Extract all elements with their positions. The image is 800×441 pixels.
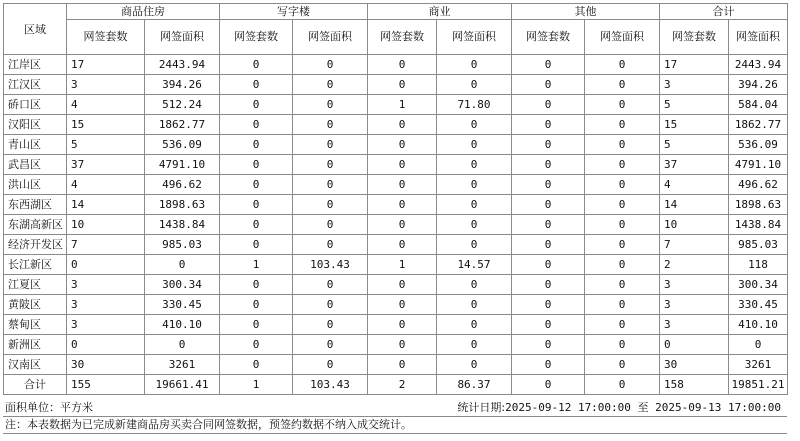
area-cell: 0 <box>729 335 788 355</box>
district-name: 硚口区 <box>4 95 67 115</box>
area-cell: 19661.41 <box>145 375 220 395</box>
area-cell: 3261 <box>145 355 220 375</box>
area-cell: 0 <box>585 75 660 95</box>
table-row <box>4 335 788 355</box>
area-cell: 536.09 <box>145 135 220 155</box>
area-cell: 0 <box>293 195 368 215</box>
area-cell: 0 <box>585 135 660 155</box>
count-cell: 10 <box>67 215 145 235</box>
count-cell: 0 <box>220 315 293 335</box>
count-cell: 3 <box>67 295 145 315</box>
table-row <box>4 355 788 375</box>
area-cell: 0 <box>293 75 368 95</box>
group-header: 商品住房 <box>67 4 220 20</box>
count-cell: 1 <box>368 95 437 115</box>
area-cell: 118 <box>729 255 788 275</box>
group-header: 写字楼 <box>220 4 368 20</box>
count-subheader: 网签套数 <box>512 20 585 55</box>
area-cell: 103.43 <box>293 255 368 275</box>
area-cell: 0 <box>437 315 512 335</box>
table-row <box>4 275 788 295</box>
count-cell: 3 <box>660 295 729 315</box>
area-cell: 0 <box>437 75 512 95</box>
count-cell: 0 <box>512 275 585 295</box>
count-cell: 0 <box>512 235 585 255</box>
count-cell: 0 <box>368 115 437 135</box>
area-cell: 4791.10 <box>145 155 220 175</box>
count-cell: 4 <box>660 175 729 195</box>
area-cell: 0 <box>293 155 368 175</box>
group-header: 合计 <box>660 4 788 20</box>
area-cell: 2443.94 <box>729 55 788 75</box>
table-row <box>4 115 788 135</box>
area-cell: 0 <box>437 355 512 375</box>
district-name: 东西湖区 <box>4 195 67 215</box>
count-cell: 4 <box>67 95 145 115</box>
district-header: 区域 <box>4 4 67 55</box>
count-cell: 0 <box>512 335 585 355</box>
area-cell: 0 <box>437 175 512 195</box>
count-cell: 0 <box>512 55 585 75</box>
count-cell: 0 <box>220 135 293 155</box>
area-cell: 1898.63 <box>729 195 788 215</box>
area-cell: 0 <box>437 335 512 355</box>
count-cell: 0 <box>220 175 293 195</box>
area-cell: 0 <box>585 255 660 275</box>
count-subheader: 网签套数 <box>67 20 145 55</box>
count-cell: 0 <box>512 355 585 375</box>
area-cell: 71.80 <box>437 95 512 115</box>
area-cell: 1438.84 <box>145 215 220 235</box>
count-cell: 3 <box>660 315 729 335</box>
area-cell: 0 <box>293 275 368 295</box>
count-cell: 0 <box>512 255 585 275</box>
count-subheader: 网签套数 <box>368 20 437 55</box>
count-cell: 1 <box>368 255 437 275</box>
area-cell: 584.04 <box>729 95 788 115</box>
area-cell: 19851.21 <box>729 375 788 395</box>
area-cell: 0 <box>585 175 660 195</box>
area-cell: 0 <box>437 235 512 255</box>
area-cell: 1862.77 <box>729 115 788 135</box>
area-cell: 0 <box>293 315 368 335</box>
statistics-period <box>457 400 781 416</box>
count-cell: 0 <box>220 355 293 375</box>
count-cell: 7 <box>67 235 145 255</box>
count-cell: 3 <box>67 75 145 95</box>
area-cell: 0 <box>585 355 660 375</box>
count-cell: 0 <box>368 315 437 335</box>
count-cell: 30 <box>660 355 729 375</box>
area-cell: 0 <box>437 275 512 295</box>
area-cell: 0 <box>585 55 660 75</box>
count-cell: 0 <box>220 75 293 95</box>
district-name: 经济开发区 <box>4 235 67 255</box>
count-cell: 0 <box>368 295 437 315</box>
area-cell: 985.03 <box>729 235 788 255</box>
area-cell: 1898.63 <box>145 195 220 215</box>
district-name: 汉阳区 <box>4 115 67 135</box>
area-cell: 394.26 <box>729 75 788 95</box>
area-cell: 0 <box>437 295 512 315</box>
count-cell: 0 <box>368 275 437 295</box>
count-cell: 3 <box>660 275 729 295</box>
table-row <box>4 55 788 75</box>
count-cell: 1 <box>220 375 293 395</box>
transaction-table <box>3 3 788 395</box>
footnote: 注：本表数据为已完成新建商品房买卖合同网签数据，预签约数据不纳入成交统计。 <box>5 418 412 431</box>
count-cell: 37 <box>660 155 729 175</box>
count-cell: 7 <box>660 235 729 255</box>
group-header: 商业 <box>368 4 512 20</box>
count-cell: 0 <box>368 175 437 195</box>
area-cell: 512.24 <box>145 95 220 115</box>
count-cell: 0 <box>368 55 437 75</box>
area-cell: 1438.84 <box>729 215 788 235</box>
count-cell: 0 <box>512 315 585 335</box>
count-cell: 0 <box>368 135 437 155</box>
count-cell: 0 <box>512 375 585 395</box>
area-cell: 0 <box>437 115 512 135</box>
count-subheader: 网签套数 <box>220 20 293 55</box>
area-cell: 3261 <box>729 355 788 375</box>
table-row <box>4 155 788 175</box>
statistics-period-label: 统计日期: <box>457 401 506 414</box>
table-row <box>4 235 788 255</box>
count-cell: 2 <box>368 375 437 395</box>
area-cell: 0 <box>437 215 512 235</box>
area-cell: 0 <box>437 155 512 175</box>
area-cell: 0 <box>585 95 660 115</box>
area-cell: 496.62 <box>145 175 220 195</box>
count-cell: 0 <box>220 295 293 315</box>
count-cell: 0 <box>512 195 585 215</box>
area-cell: 0 <box>437 135 512 155</box>
area-cell: 0 <box>293 95 368 115</box>
count-cell: 4 <box>67 175 145 195</box>
total-row <box>4 375 788 395</box>
area-subheader: 网签面积 <box>437 20 512 55</box>
area-cell: 0 <box>293 295 368 315</box>
table-row <box>4 295 788 315</box>
area-cell: 300.34 <box>145 275 220 295</box>
count-cell: 0 <box>512 115 585 135</box>
table-row <box>4 315 788 335</box>
count-cell: 1 <box>220 255 293 275</box>
count-cell: 0 <box>220 95 293 115</box>
table-row <box>4 75 788 95</box>
area-cell: 0 <box>585 275 660 295</box>
count-cell: 3 <box>67 315 145 335</box>
district-name: 江汉区 <box>4 75 67 95</box>
count-cell: 0 <box>220 215 293 235</box>
district-name: 长江新区 <box>4 255 67 275</box>
district-name: 新洲区 <box>4 335 67 355</box>
count-cell: 10 <box>660 215 729 235</box>
area-cell: 14.57 <box>437 255 512 275</box>
area-cell: 0 <box>145 335 220 355</box>
transaction-table-container <box>3 3 787 395</box>
table-row <box>4 95 788 115</box>
area-cell: 86.37 <box>437 375 512 395</box>
footer-note-row <box>3 417 787 434</box>
count-cell: 0 <box>660 335 729 355</box>
area-cell: 2443.94 <box>145 55 220 75</box>
area-cell: 410.10 <box>145 315 220 335</box>
table-body <box>4 55 788 395</box>
area-cell: 0 <box>585 155 660 175</box>
district-name: 青山区 <box>4 135 67 155</box>
count-cell: 0 <box>512 135 585 155</box>
count-cell: 0 <box>368 215 437 235</box>
count-cell: 3 <box>660 75 729 95</box>
count-cell: 0 <box>220 115 293 135</box>
footer-info-row <box>3 400 787 417</box>
area-cell: 0 <box>437 195 512 215</box>
district-name: 江夏区 <box>4 275 67 295</box>
count-cell: 14 <box>660 195 729 215</box>
area-cell: 0 <box>293 335 368 355</box>
area-cell: 0 <box>145 255 220 275</box>
total-label: 合计 <box>4 375 67 395</box>
count-cell: 5 <box>660 95 729 115</box>
count-cell: 0 <box>512 175 585 195</box>
district-name: 洪山区 <box>4 175 67 195</box>
count-subheader: 网签套数 <box>660 20 729 55</box>
area-cell: 0 <box>293 215 368 235</box>
area-subheader: 网签面积 <box>293 20 368 55</box>
district-name: 汉南区 <box>4 355 67 375</box>
count-cell: 5 <box>67 135 145 155</box>
count-cell: 0 <box>512 295 585 315</box>
count-cell: 0 <box>368 355 437 375</box>
area-subheader: 网签面积 <box>145 20 220 55</box>
area-cell: 536.09 <box>729 135 788 155</box>
count-cell: 158 <box>660 375 729 395</box>
count-cell: 0 <box>368 75 437 95</box>
table-row <box>4 175 788 195</box>
area-cell: 496.62 <box>729 175 788 195</box>
count-cell: 0 <box>512 215 585 235</box>
area-cell: 0 <box>585 115 660 135</box>
district-name: 黄陂区 <box>4 295 67 315</box>
count-cell: 0 <box>220 335 293 355</box>
count-cell: 0 <box>512 155 585 175</box>
area-cell: 0 <box>293 235 368 255</box>
count-cell: 14 <box>67 195 145 215</box>
group-header: 其他 <box>512 4 660 20</box>
area-cell: 0 <box>585 235 660 255</box>
count-cell: 0 <box>368 195 437 215</box>
count-cell: 15 <box>660 115 729 135</box>
area-cell: 394.26 <box>145 75 220 95</box>
table-row <box>4 255 788 275</box>
table-row <box>4 135 788 155</box>
count-cell: 15 <box>67 115 145 135</box>
count-cell: 0 <box>512 75 585 95</box>
area-cell: 0 <box>293 115 368 135</box>
count-cell: 0 <box>512 95 585 115</box>
area-cell: 1862.77 <box>145 115 220 135</box>
count-cell: 3 <box>67 275 145 295</box>
count-cell: 0 <box>220 275 293 295</box>
count-cell: 0 <box>67 335 145 355</box>
count-cell: 17 <box>660 55 729 75</box>
count-cell: 2 <box>660 255 729 275</box>
area-subheader: 网签面积 <box>729 20 788 55</box>
count-cell: 155 <box>67 375 145 395</box>
area-cell: 0 <box>293 175 368 195</box>
table-row <box>4 195 788 215</box>
area-subheader: 网签面积 <box>585 20 660 55</box>
area-cell: 330.45 <box>145 295 220 315</box>
statistics-period-value: 2025-09-12 17:00:00 至 2025-09-13 17:00:00 <box>505 401 781 414</box>
district-name: 武昌区 <box>4 155 67 175</box>
area-cell: 0 <box>293 355 368 375</box>
area-cell: 0 <box>585 375 660 395</box>
area-unit-label: 面积单位：平方米 <box>5 401 93 414</box>
district-name: 东湖高新区 <box>4 215 67 235</box>
count-cell: 0 <box>220 195 293 215</box>
area-cell: 0 <box>585 195 660 215</box>
area-cell: 0 <box>585 315 660 335</box>
area-cell: 410.10 <box>729 315 788 335</box>
area-cell: 0 <box>293 55 368 75</box>
area-cell: 0 <box>437 55 512 75</box>
count-cell: 37 <box>67 155 145 175</box>
count-cell: 0 <box>368 235 437 255</box>
count-cell: 30 <box>67 355 145 375</box>
area-cell: 300.34 <box>729 275 788 295</box>
count-cell: 0 <box>67 255 145 275</box>
area-cell: 0 <box>585 295 660 315</box>
count-cell: 17 <box>67 55 145 75</box>
table-header <box>4 4 788 55</box>
district-name: 蔡甸区 <box>4 315 67 335</box>
area-cell: 0 <box>585 215 660 235</box>
count-cell: 0 <box>368 155 437 175</box>
table-row <box>4 215 788 235</box>
area-cell: 4791.10 <box>729 155 788 175</box>
district-name: 江岸区 <box>4 55 67 75</box>
count-cell: 0 <box>220 155 293 175</box>
area-cell: 103.43 <box>293 375 368 395</box>
count-cell: 5 <box>660 135 729 155</box>
count-cell: 0 <box>220 55 293 75</box>
count-cell: 0 <box>220 235 293 255</box>
area-cell: 0 <box>585 335 660 355</box>
count-cell: 0 <box>368 335 437 355</box>
area-cell: 330.45 <box>729 295 788 315</box>
area-cell: 985.03 <box>145 235 220 255</box>
area-cell: 0 <box>293 135 368 155</box>
